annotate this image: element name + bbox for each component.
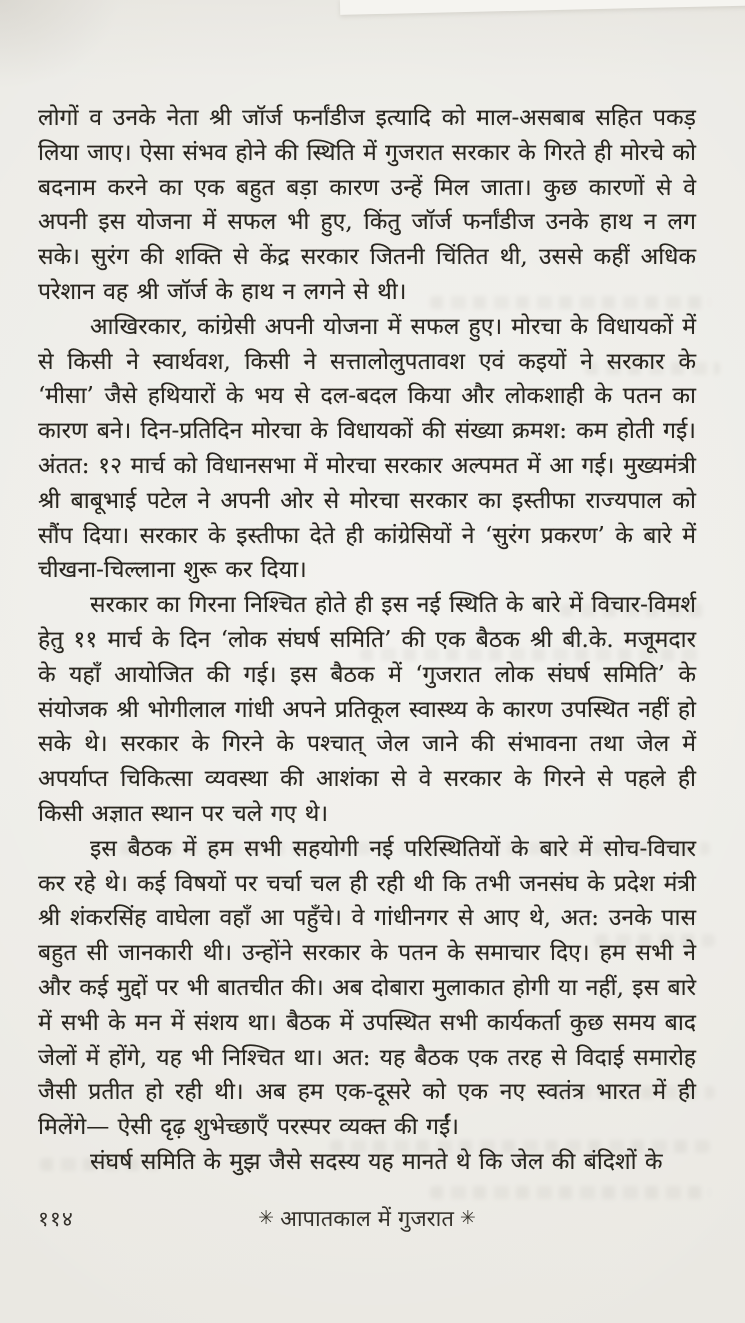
page-text-block: [38, 101, 696, 1180]
running-footer-title: [38, 1203, 696, 1233]
scan-artifact-corner-shade: [0, 0, 120, 90]
page-number: ११४: [38, 1207, 74, 1231]
paragraph: सरकार का गिरना निश्चित होते ही इस नई स्थिति के बारे में विचार-विमर्श हेतु ११ मार्च के दिन ‘लोक संघर्ष समिति’ की एक बैठक श्री बी.के. मजूमदार के यहाँ आयोजित की गई। इस बैठक में ‘गुजरात लोक संघर्ष समिति’ के संयोजक श्री भोगीलाल गांधी अपने प्रतिकूल स्वास्थ्य के कारण उपस्थित नहीं हो सके थे। सरकार के गिरने के पश्चात् जेल जाने की संभावना तथा जेल में अपर्याप्त चिकित्सा व्यवस्था की आशंका से वे सरकार के गिरने से पहले ही किसी अज्ञात स्थान पर चले गए थे।: [38, 592, 696, 827]
bleedthrough-artifact: [430, 1186, 710, 1199]
paragraph: इस बैठक में हम सभी सहयोगी नई परिस्थितियों के बारे में सोच-विचार कर रहे थे। कई विषयों पर चर्चा चल ही रही थी कि तभी जनसंघ के प्रदेश मंत्री श्री शंकरसिंह वाघेला वहाँ आ पहुँचे। वे गांधीनगर से आए थे, अत: उनके पास बहुत सी जानकारी थी। उन्होंने सरकार के पतन के समाचार दिए। हम सभी ने और कई मुद्दों पर भी बातचीत की। अब दोबारा मुलाकात होगी या नहीं, इस बारे में सभी के मन में संशय था। बैठक में उपस्थित सभी कार्यकर्ता कुछ समय बाद जेलों में होंगे, यह भी निश्चित था। अत: यह बैठक एक तरह से विदाई समारोह जैसी प्रतीत हो रही थी। अब हम एक-दूसरे को एक नए स्वतंत्र भारत में ही मिलेंगे— ऐसी दृढ़ शुभेच्छाएँ परस्पर व्यक्त की गईं।: [38, 835, 696, 1141]
paragraph: लोगों व उनके नेता श्री जॉर्ज फर्नांडीज इत्यादि को माल-असबाब सहित पकड़ लिया जाए। ऐसा संभव होने की स्थिति में गुजरात सरकार के गिरते ही मोरचे को बदनाम करने का एक बहुत बड़ा कारण उन्हें मिल जाता। कुछ कारणों से वे अपनी इस योजना में सफल भी हुए, किंतु जॉर्ज फर्नांडीज उनके हाथ न लग सके। सुरंग की शक्ति से केंद्र सरकार जितनी चिंतित थी, उससे कहीं अधिक परेशान वह श्री जॉर्ज के हाथ न लगने से थी।: [38, 105, 696, 305]
footer-book-title: आपातकाल में गुजरात: [280, 1207, 454, 1232]
page-footer: [38, 1203, 696, 1239]
paragraph: आखिरकार, कांग्रेसी अपनी योजना में सफल हुए। मोरचा के विधायकों में से किसी ने स्वार्थवश, किसी ने सत्तालोलुपतावश एवं कइयों ने सरकार के ‘मीसा’ जैसे हथियारों के भय से दल-बदल किया और लोकशाही के पतन का कारण बने। दिन-प्रतिदिन मोरचा के विधायकों की संख्या क्रमश: कम होती गई। अंतत: १२ मार्च को विधानसभा में मोरचा सरकार अल्पमत में आ गई। मुख्यमंत्री श्री बाबूभाई पटेल ने अपनी ओर से मोरचा सरकार का इस्तीफा राज्यपाल को सौंप दिया। सरकार के इस्तीफा देते ही कांग्रेसियों ने ‘सुरंग प्रकरण’ के बारे में चीखना-चिल्लाना शुरू कर दिया।: [38, 313, 696, 584]
paragraph: संघर्ष समिति के मुझ जैसे सदस्य यह मानते थे कि जेल की बंदिशों के: [90, 1148, 663, 1175]
footer-ornament-left-icon: ✳: [258, 1207, 275, 1229]
footer-ornament-right-icon: ✳: [459, 1207, 476, 1229]
scan-artifact-top-edge: [340, 0, 745, 15]
